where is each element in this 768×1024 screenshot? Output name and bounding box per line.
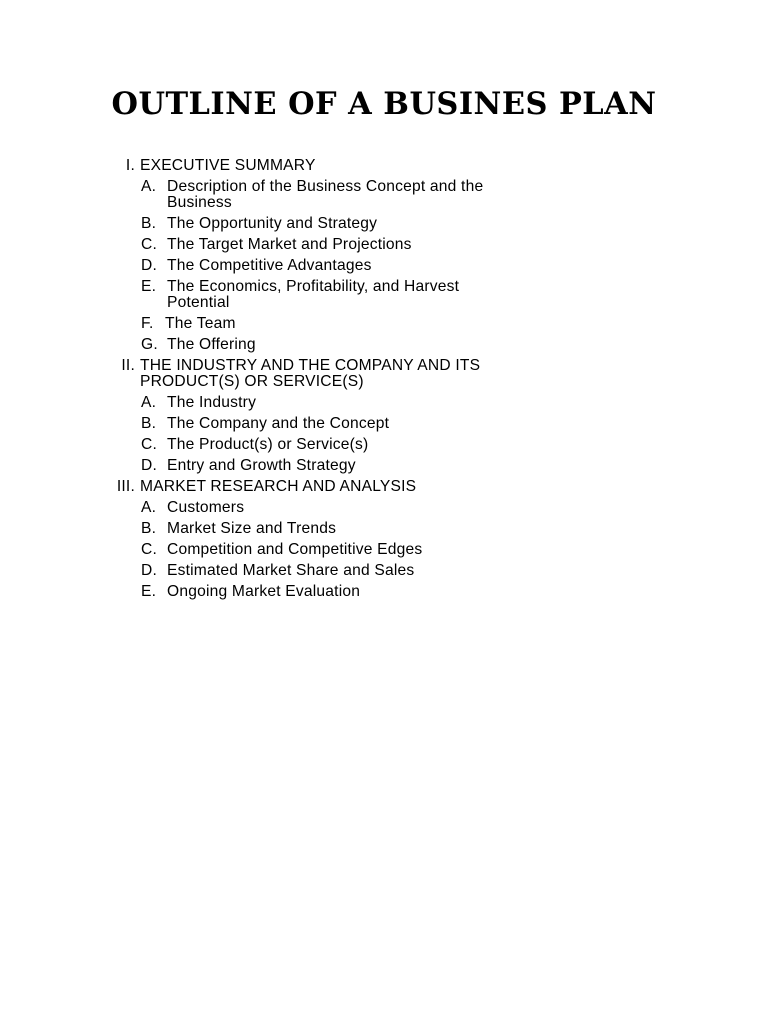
item-text: The Competitive Advantages <box>167 257 372 274</box>
section-heading <box>0 358 560 390</box>
item-letter: A. <box>141 178 157 195</box>
list-item <box>0 542 560 558</box>
item-letter: C. <box>141 436 157 453</box>
list-item <box>0 316 560 332</box>
item-letter: D. <box>141 562 157 579</box>
item-text: The Industry <box>167 394 257 411</box>
section-number: III. <box>116 478 135 495</box>
item-text: The Product(s) or Service(s) <box>167 436 369 453</box>
item-text: Customers <box>167 499 245 516</box>
item-text: The Offering <box>167 336 256 353</box>
item-letter: G. <box>141 336 158 353</box>
item-letter: A. <box>141 394 157 411</box>
item-text-continued: Business <box>167 194 232 211</box>
list-item <box>0 216 560 232</box>
section-number: II. <box>121 357 135 374</box>
item-text: Estimated Market Share and Sales <box>167 562 415 579</box>
item-letter: C. <box>141 236 157 253</box>
item-letter: A. <box>141 499 157 516</box>
section-heading <box>0 158 560 174</box>
list-item <box>0 500 560 516</box>
item-letter: D. <box>141 457 157 474</box>
item-letter: B. <box>141 520 157 537</box>
list-item <box>0 237 560 253</box>
item-letter: B. <box>141 215 157 232</box>
section-title: THE INDUSTRY AND THE COMPANY AND ITS <box>140 357 481 374</box>
item-text: The Company and the Concept <box>167 415 390 432</box>
item-text: Competition and Competitive Edges <box>167 541 423 558</box>
section-number: I. <box>125 157 135 174</box>
document-title: OUTLINE OF A BUSINES PLAN <box>111 86 657 122</box>
list-item <box>0 521 560 537</box>
list-item <box>0 416 560 432</box>
item-text: The Team <box>165 315 236 332</box>
item-letter: B. <box>141 415 157 432</box>
list-item <box>0 258 560 274</box>
list-item <box>0 458 560 474</box>
outline-list <box>0 158 560 600</box>
item-text: Market Size and Trends <box>167 520 337 537</box>
item-text: Entry and Growth Strategy <box>167 457 356 474</box>
list-item <box>0 337 560 353</box>
item-letter: C. <box>141 541 157 558</box>
item-letter: D. <box>141 257 157 274</box>
item-text: The Target Market and Projections <box>167 236 412 253</box>
section-heading <box>0 479 560 495</box>
item-letter: F. <box>141 315 154 332</box>
section-title: MARKET RESEARCH AND ANALYSIS <box>140 478 417 495</box>
item-letter: E. <box>141 583 157 600</box>
item-text-continued: Potential <box>167 294 230 311</box>
list-item <box>0 563 560 579</box>
list-item <box>0 279 560 311</box>
item-text: The Opportunity and Strategy <box>167 215 378 232</box>
list-item <box>0 179 560 211</box>
list-item <box>0 584 560 600</box>
item-text: The Economics, Profitability, and Harvest <box>167 278 460 295</box>
item-text: Description of the Business Concept and the <box>167 178 484 195</box>
list-item <box>0 437 560 453</box>
section-title-continued: PRODUCT(S) OR SERVICE(S) <box>140 373 364 390</box>
list-item <box>0 395 560 411</box>
section-title: EXECUTIVE SUMMARY <box>140 157 316 174</box>
item-text: Ongoing Market Evaluation <box>167 583 361 600</box>
item-letter: E. <box>141 278 157 295</box>
